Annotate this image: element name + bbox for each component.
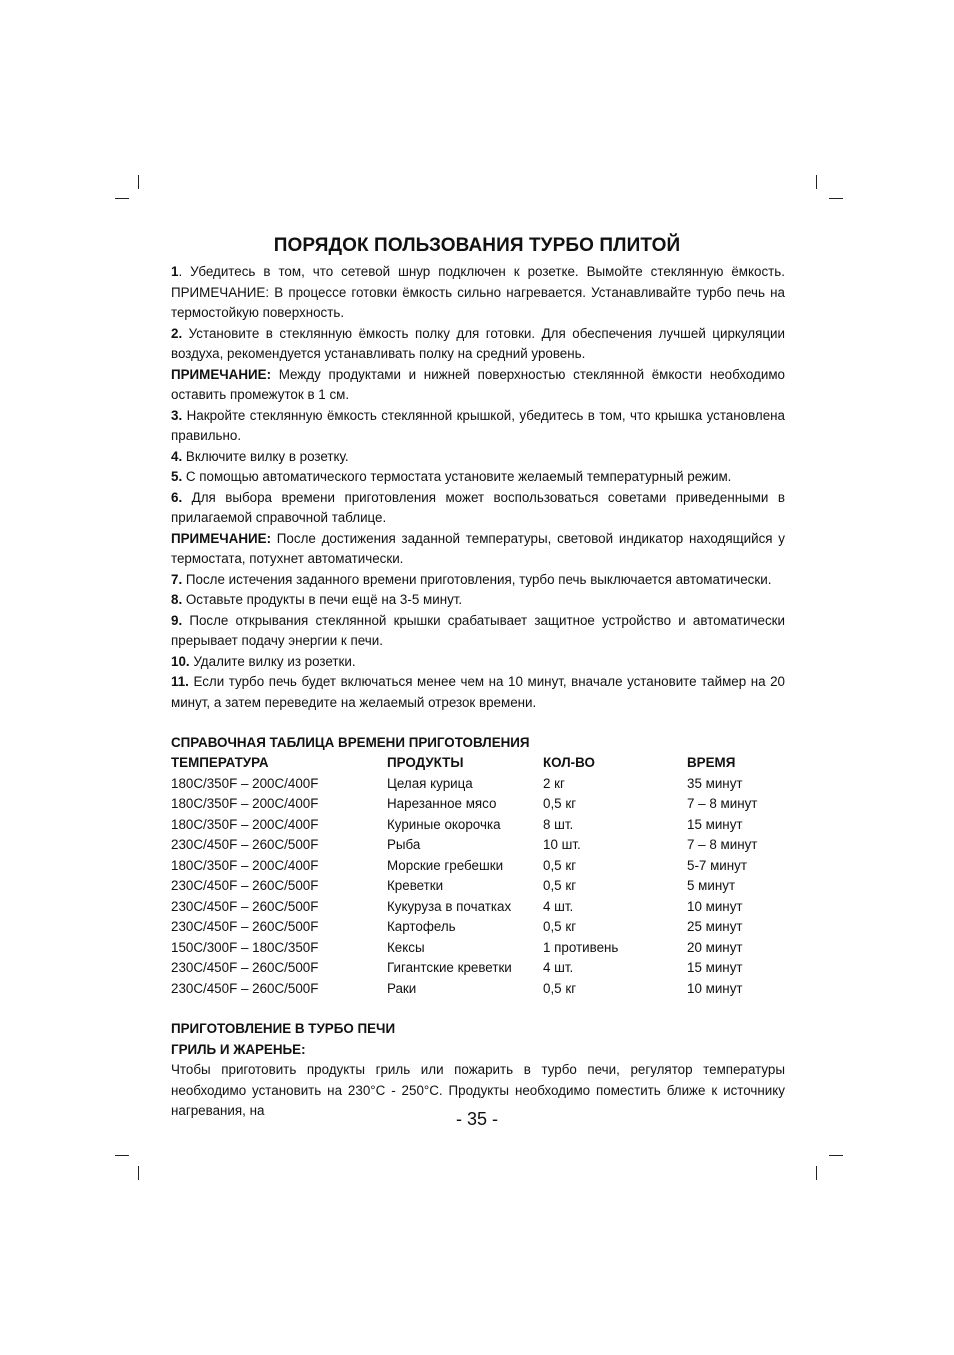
table-cell: 230C/450F – 260C/500F: [171, 919, 319, 934]
crop-mark: [816, 175, 817, 189]
table-cell: 10 минут: [687, 980, 743, 996]
table-cell: 0,5 кг: [543, 980, 577, 996]
table-cell: 1 противень: [543, 939, 619, 955]
page-title: ПОРЯДОК ПОЛЬЗОВАНИЯ ТУРБО ПЛИТОЙ: [273, 235, 681, 256]
table-cell: 180C/350F – 200C/400F: [171, 816, 319, 832]
section-text: Чтобы приготовить продукты гриль или пожарить в турбо печи, регулятор температуры необходимо установить на 230°С - 250°С. Продукты необходимо поместить ближе к источнику нагревания, на: [171, 1062, 785, 1118]
table-cell: 7 – 8 минут: [687, 837, 758, 852]
table-cell: 0,5 кг: [543, 919, 577, 934]
table-cell: 15 минут: [687, 816, 743, 832]
table-cell: Рыба: [387, 837, 421, 852]
table-cell: Раки: [387, 980, 417, 996]
table-row: [171, 938, 785, 959]
section-heading: ПРИГОТОВЛЕНИЕ В ТУРБО ПЕЧИ: [171, 1021, 396, 1036]
table-row: [171, 815, 785, 836]
table-cell: Картофель: [387, 919, 456, 934]
table-row: [171, 979, 785, 1000]
section-subheading: ГРИЛЬ И ЖАРЕНЬЕ:: [171, 1041, 306, 1057]
instruction-item: 1. Убедитесь в том, что сетевой шнур подключен к розетке. Вымойте стеклянную ёмкость. ПРИМЕЧАНИЕ: В процессе готовки ёмкость сильно нагревается. Устанавливайте турбо печь на термостойкую поверхность.: [171, 264, 785, 320]
table-cell: 4 шт.: [543, 960, 574, 975]
crop-mark: [138, 1166, 139, 1180]
table-cell: Целая курица: [387, 775, 473, 791]
crop-mark: [115, 1155, 129, 1156]
table-row: [171, 958, 785, 979]
table-cell: 10 минут: [687, 898, 743, 914]
crop-mark: [138, 175, 139, 189]
table-cell: Кексы: [387, 939, 425, 955]
instruction-note: ПРИМЕЧАНИЕ: После достижения заданной температуры, световой индикатор находящийся у термостата, потухнет автоматически.: [171, 530, 785, 566]
table-cell: 0,5 кг: [543, 857, 577, 873]
table-cell: 180C/350F – 200C/400F: [171, 775, 319, 791]
table-cell: 5-7 минут: [687, 857, 747, 873]
table-header-row: [171, 753, 785, 774]
table-cell: Куриные окорочка: [387, 816, 501, 832]
instruction-item: 8. Оставьте продукты в печи ещё на 3-5 минут.: [171, 592, 463, 607]
table-cell: 230C/450F – 260C/500F: [171, 960, 319, 975]
table-cell: 230C/450F – 260C/500F: [171, 980, 319, 996]
crop-mark: [829, 198, 843, 199]
table-cell: 25 минут: [687, 919, 743, 934]
cooking-section: [171, 1019, 785, 1122]
table-row: [171, 774, 785, 795]
table-cell: 0,5 кг: [543, 796, 577, 811]
reference-table: [171, 753, 785, 999]
column-header: ПРОДУКТЫ: [387, 755, 464, 770]
table-cell: 180C/350F – 200C/400F: [171, 857, 319, 873]
instruction-item: 6. Для выбора времени приготовления может воспользоваться советами приведенными в прилагаемой справочной таблице.: [171, 489, 785, 525]
table-cell: 0,5 кг: [543, 878, 577, 893]
instruction-note: ПРИМЕЧАНИЕ: Между продуктами и нижней поверхностью стеклянной ёмкости необходимо оставить промежуток в 1 см.: [171, 366, 785, 402]
instruction-item: 5. С помощью автоматического термостата установите желаемый температурный режим.: [171, 469, 732, 484]
table-cell: 8 шт.: [543, 816, 574, 832]
instruction-item: 10. Удалите вилку из розетки.: [171, 653, 356, 669]
instruction-item: 9. После открывания стеклянной крышки срабатывает защитное устройство и автоматически прерывает подачу энергии к печи.: [171, 612, 785, 648]
table-cell: 15 минут: [687, 960, 743, 975]
table-cell: 10 шт.: [543, 837, 581, 852]
table-cell: 230C/450F – 260C/500F: [171, 837, 319, 852]
instruction-item: 2. Установите в стеклянную ёмкость полку для готовки. Для обеспечения лучшей циркуляции воздуха, рекомендуется устанавливать полку на средний уровень.: [171, 325, 785, 361]
table-cell: 2 кг: [543, 775, 565, 791]
table-cell: 180C/350F – 200C/400F: [171, 796, 319, 811]
table-cell: Гигантские креветки: [387, 960, 512, 975]
crop-mark: [816, 1166, 817, 1180]
table-row: [171, 794, 785, 815]
table-cell: 7 – 8 минут: [687, 796, 758, 811]
table-cell: Креветки: [387, 878, 444, 893]
table-cell: 35 минут: [687, 775, 743, 791]
table-cell: 230C/450F – 260C/500F: [171, 898, 319, 914]
table-cell: Морские гребешки: [387, 857, 504, 873]
table-row: [171, 897, 785, 918]
table-row: [171, 835, 785, 856]
table-cell: 20 минут: [687, 939, 743, 955]
instruction-item: 4. Включите вилку в розетку.: [171, 448, 349, 464]
column-header: КОЛ-ВО: [543, 755, 595, 770]
column-header: ТЕМПЕРАТУРА: [171, 755, 269, 770]
reference-table-section: [171, 733, 785, 999]
table-body: [171, 774, 785, 1000]
table-row: [171, 856, 785, 877]
instruction-item: 11. Если турбо печь будет включаться менее чем на 10 минут, вначале установите таймер на 20 минут, а затем переведите на желаемый отрезок времени.: [171, 674, 785, 710]
instruction-item: 3. Накройте стеклянную ёмкость стеклянной крышкой, убедитесь в том, что крышка установлена правильно.: [171, 407, 785, 443]
table-title: СПРАВОЧНАЯ ТАБЛИЦА ВРЕМЕНИ ПРИГОТОВЛЕНИЯ: [171, 735, 530, 750]
column-header: ВРЕМЯ: [687, 755, 736, 770]
table-cell: Кукуруза в початках: [387, 898, 512, 914]
instruction-item: 7. После истечения заданного времени приготовления, турбо печь выключается автоматически.: [171, 571, 772, 587]
instructions-list: [171, 262, 785, 713]
table-row: [171, 876, 785, 897]
table-cell: 230C/450F – 260C/500F: [171, 878, 319, 893]
table-cell: 4 шт.: [543, 898, 574, 914]
crop-mark: [829, 1155, 843, 1156]
table-cell: Нарезанное мясо: [387, 796, 497, 811]
crop-mark: [115, 198, 129, 199]
table-cell: 150C/300F – 180C/350F: [171, 939, 319, 955]
table-cell: 5 минут: [687, 878, 736, 893]
page-number: - 35 -: [455, 1109, 498, 1129]
table-row: [171, 917, 785, 938]
